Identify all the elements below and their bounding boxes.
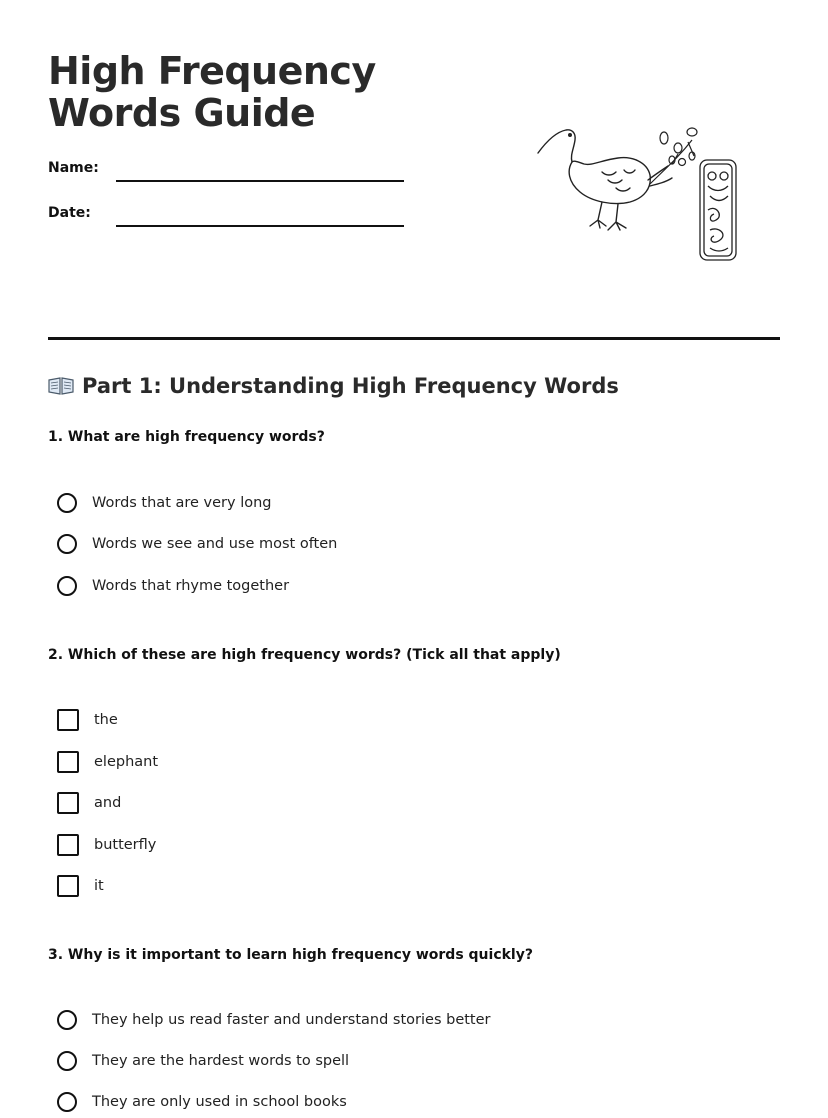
- option-label: and: [94, 795, 122, 811]
- question-2: 2. Which of these are high frequency words? (Tick all that apply): [48, 647, 561, 663]
- open-book-icon: [48, 377, 74, 395]
- date-label: Date:: [48, 205, 91, 221]
- name-field[interactable]: [116, 180, 404, 182]
- page-title: High Frequency Words Guide: [48, 49, 376, 135]
- q2-option-3[interactable]: [57, 790, 121, 816]
- checkbox[interactable]: [57, 792, 79, 814]
- q1-option-3[interactable]: [57, 573, 289, 599]
- checkbox[interactable]: [57, 834, 79, 856]
- date-field[interactable]: [116, 225, 404, 227]
- header-illustration: [532, 120, 742, 268]
- option-label: Words that rhyme together: [92, 578, 290, 594]
- q2-option-2[interactable]: [57, 749, 158, 775]
- q1-option-1[interactable]: [57, 490, 272, 516]
- fern-icon: [650, 128, 697, 184]
- option-label: elephant: [94, 754, 159, 770]
- name-label: Name:: [48, 160, 99, 176]
- radio-button[interactable]: [57, 1051, 77, 1071]
- q1-option-2[interactable]: [57, 531, 337, 557]
- carving-icon: [700, 160, 736, 260]
- option-label: it: [94, 878, 104, 894]
- bird-icon: [538, 130, 672, 230]
- checkbox[interactable]: [57, 709, 79, 731]
- q2-option-1[interactable]: [57, 707, 118, 733]
- radio-button[interactable]: [57, 576, 77, 596]
- q2-option-5[interactable]: [57, 873, 104, 899]
- radio-button[interactable]: [57, 534, 77, 554]
- q3-option-2[interactable]: [57, 1048, 349, 1074]
- checkbox[interactable]: [57, 751, 79, 773]
- q3-option-1[interactable]: [57, 1007, 491, 1033]
- question-3: 3. Why is it important to learn high frequency words quickly?: [48, 947, 533, 963]
- question-1: 1. What are high frequency words?: [48, 429, 325, 445]
- part1-heading: [48, 374, 619, 398]
- option-label: butterfly: [94, 837, 157, 853]
- option-label: Words that are very long: [92, 495, 272, 511]
- radio-button[interactable]: [57, 1092, 77, 1112]
- section-divider: [48, 337, 780, 340]
- q2-option-4[interactable]: [57, 832, 156, 858]
- option-label: the: [94, 712, 118, 728]
- option-label: They are the hardest words to spell: [92, 1053, 350, 1069]
- checkbox[interactable]: [57, 875, 79, 897]
- option-label: They are only used in school books: [92, 1094, 347, 1110]
- radio-button[interactable]: [57, 1010, 77, 1030]
- q3-option-3[interactable]: [57, 1089, 347, 1115]
- option-label: Words we see and use most often: [92, 536, 338, 552]
- option-label: They help us read faster and understand stories better: [92, 1012, 491, 1028]
- radio-button[interactable]: [57, 493, 77, 513]
- part1-title: Part 1: Understanding High Frequency Words: [82, 374, 619, 398]
